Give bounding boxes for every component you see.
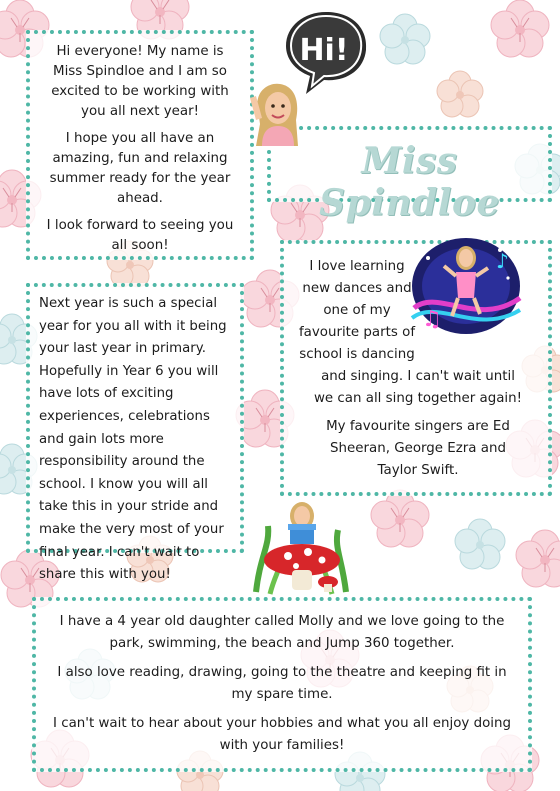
name-banner [267,126,552,224]
svg-text:♪: ♪ [496,249,509,273]
waving-avatar [248,80,306,148]
family-paragraph-2: I also love reading, drawing, going to the theatre and keeping fit in my spare time. [57,665,507,702]
music-line-7: we can all sing together again! [313,391,522,406]
music-line-4: favourite parts of [298,325,416,340]
intro-paragraph-2: I hope you all have an amazing, fun and relaxing summer ready for the year ahead. [49,131,231,206]
reading-mushroom-art [250,486,354,596]
year6-paragraph: Next year is such a special year for you all with it being your last year in primary. Hopefully in Year 6 you will have lots of exciting experiences, celebrations and gain lots more responsibility around the school. I know you will all take this in your stride and make the very most of your final year. I can't wait to share this with you! [39,296,227,583]
family-paragraph-1: I have a 4 year old daughter called Molly and we love going to the park, swimming, the beach and Jump 360 together. [59,614,505,651]
page-title: Miss Spindloe [319,140,500,224]
singers-line-1: My favourite singers are Ed [326,419,510,434]
music-line-5: school is dancing [299,347,415,362]
year6-box [26,283,244,583]
intro-paragraph-1: Hi everyone! My name is Miss Spindloe and I am so excited to be working with you all next year! [51,44,229,119]
music-line-6: and singing. I can't wait until [321,369,515,384]
family-box [32,597,532,772]
intro-paragraph-3: I look forward to seeing you all soon! [46,218,234,253]
singers-line-3: Taylor Swift. [377,463,459,478]
hi-bubble-text: Hi! [299,33,349,68]
svg-text:♫: ♫ [422,307,442,332]
family-paragraph-3: I can't wait to hear about your hobbies and what you all enjoy doing with your families! [53,716,511,753]
music-line-1: I love learning [309,259,405,274]
dancing-music-art [408,228,524,340]
music-line-2: new dances and [302,281,412,296]
intro-box [26,30,254,260]
singers-line-2: Sheeran, George Ezra and [330,441,506,456]
music-line-3: one of my [323,303,391,318]
